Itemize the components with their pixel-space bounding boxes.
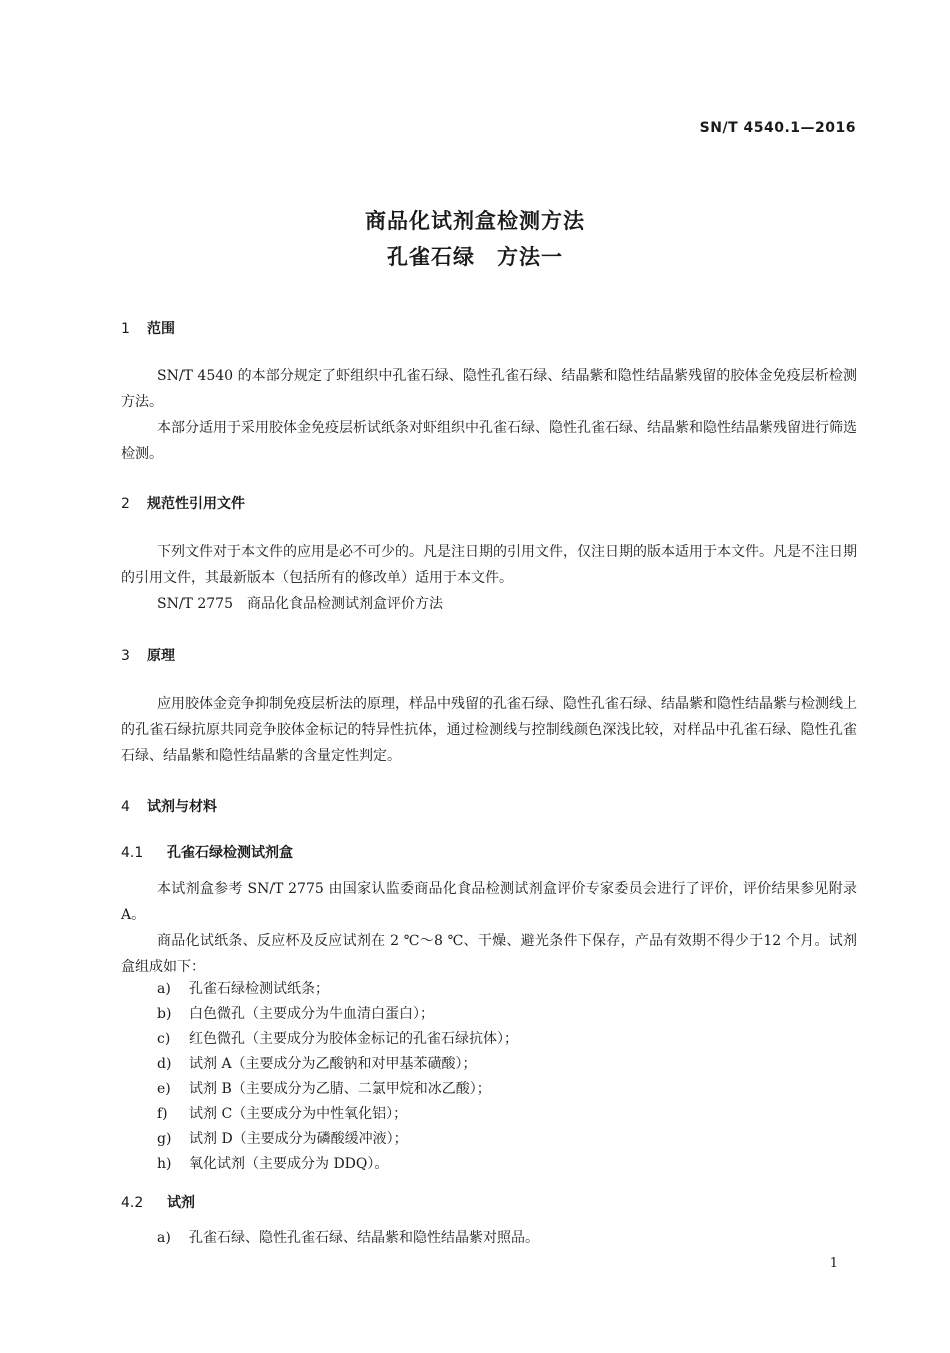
section-number: 4 [121, 799, 130, 815]
standard-code: SN/T 4540.1—2016 [699, 120, 856, 136]
list-item [157, 1052, 477, 1076]
section-heading-3 [121, 645, 175, 665]
list-text: 试剂 C（主要成分为中性氧化铝）； [189, 1106, 408, 1122]
paragraph: 商品化试纸条、反应杯及反应试剂在 2 ℃～8 ℃、干燥、避光条件下保存，产品有效期不得少于12 个月。试剂盒组成如下： [121, 933, 857, 975]
list-label: g) [157, 1131, 172, 1147]
list-item [157, 1226, 539, 1250]
list-label: a) [157, 981, 171, 997]
list-label: d) [157, 1056, 172, 1072]
list-item [157, 1152, 388, 1176]
paragraph: SN/T 4540 的本部分规定了虾组织中孔雀石绿、隐性孔雀石绿、结晶紫和隐性结晶紫残留的胶体金免疫层析检测方法。 [121, 368, 857, 410]
list-item [157, 1127, 408, 1151]
list-text: 试剂 B（主要成分为乙腈、二氯甲烷和冰乙酸）； [189, 1081, 491, 1097]
list-item [157, 1002, 434, 1026]
list-text: 孔雀石绿检测试纸条； [189, 981, 329, 997]
paragraph: 应用胶体金竞争抑制免疫层析法的原理，样品中残留的孔雀石绿、隐性孔雀石绿、结晶紫和隐性结晶紫与检测线上的孔雀石绿抗原共同竞争胶体金标记的特异性抗体，通过检测线与控制线颜色深浅比较，对样品中孔雀石绿、隐性孔雀石绿、结晶紫和隐性结晶紫的含量定性判定。 [121, 696, 857, 764]
list-text: 试剂 A（主要成分为乙酸钠和对甲基苯磺酸）； [189, 1056, 477, 1072]
list-label: e) [157, 1081, 171, 1097]
section-number: 2 [121, 496, 130, 512]
section-heading-1 [121, 318, 175, 338]
section-heading-4-2 [121, 1192, 195, 1212]
list-label: a) [157, 1230, 171, 1246]
list-label: c) [157, 1031, 171, 1047]
paragraph: 本部分适用于采用胶体金免疫层析试纸条对虾组织中孔雀石绿、隐性孔雀石绿、结晶紫和隐性结晶紫残留进行筛选检测。 [121, 420, 857, 462]
list-text: 红色微孔（主要成分为胶体金标记的孔雀石绿抗体）； [189, 1031, 518, 1047]
list-item [157, 977, 329, 1001]
section-title: 范围 [147, 321, 175, 337]
document-subtitle: 孔雀石绿 方法一 [387, 245, 563, 269]
list-label: b) [157, 1006, 172, 1022]
list-item [157, 1027, 518, 1051]
section-title: 试剂 [167, 1195, 195, 1211]
list-item [157, 1102, 407, 1126]
page-number: 1 [829, 1256, 838, 1271]
section-title: 孔雀石绿检测试剂盒 [167, 845, 293, 861]
normative-reference: SN/T 2775 商品化食品检测试剂盒评价方法 [157, 596, 443, 612]
list-text: 试剂 D（主要成分为磷酸缓冲液）； [189, 1131, 408, 1147]
section-number: 4.1 [121, 845, 144, 861]
section-heading-4 [121, 796, 217, 816]
list-item [157, 1077, 491, 1101]
section-number: 3 [121, 648, 130, 664]
section-number: 4.2 [121, 1195, 144, 1211]
list-text: 孔雀石绿、隐性孔雀石绿、结晶紫和隐性结晶紫对照品。 [189, 1230, 539, 1246]
paragraph: 本试剂盒参考 SN/T 2775 由国家认监委商品化食品检测试剂盒评价专家委员会进行了评价，评价结果参见附录 A。 [121, 881, 857, 923]
document-title: 商品化试剂盒检测方法 [365, 209, 585, 233]
paragraph: 下列文件对于本文件的应用是必不可少的。凡是注日期的引用文件，仅注日期的版本适用于本文件。凡是不注日期的引用文件，其最新版本（包括所有的修改单）适用于本文件。 [121, 544, 857, 586]
list-label: f) [157, 1106, 168, 1122]
list-text: 白色微孔（主要成分为牛血清白蛋白）； [189, 1006, 434, 1022]
section-heading-2 [121, 493, 245, 513]
section-heading-4-1 [121, 842, 293, 862]
list-text: 氧化试剂（主要成分为 DDQ）。 [189, 1156, 389, 1172]
list-label: h) [157, 1156, 172, 1172]
section-title: 试剂与材料 [147, 799, 217, 815]
section-title: 原理 [147, 648, 175, 664]
section-number: 1 [121, 321, 130, 337]
section-title: 规范性引用文件 [147, 496, 245, 512]
